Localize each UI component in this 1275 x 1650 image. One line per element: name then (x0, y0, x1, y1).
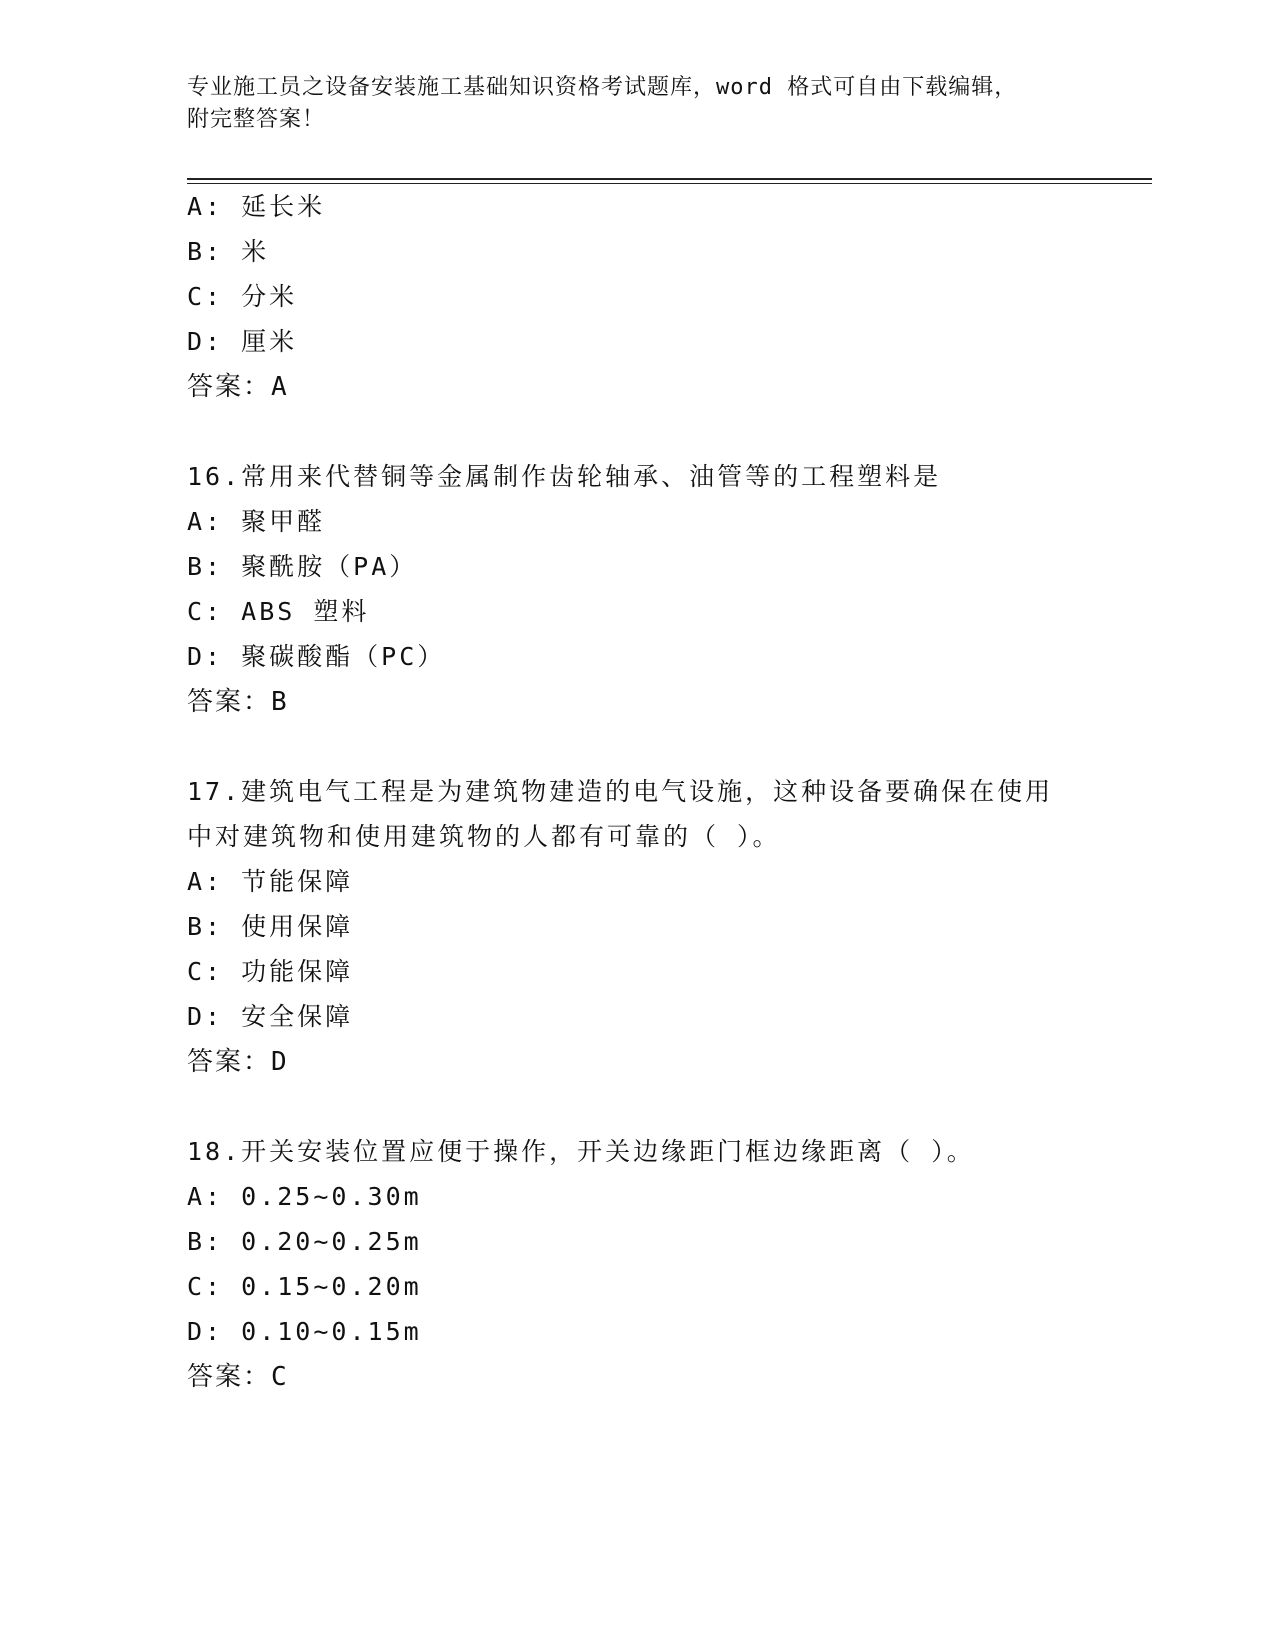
header-line-2: 附完整答案！ (187, 107, 326, 132)
q17-option-c: C: 功能保障 (187, 957, 354, 986)
q17-answer-value: D (271, 1047, 289, 1077)
q18-answer (187, 1360, 289, 1394)
q18-option-c: C: 0.15~0.20m (187, 1272, 422, 1301)
q15-answer-label: 答案： (187, 372, 272, 402)
q18-stem: 18.开关安装位置应便于操作，开关边缘距门框边缘距离（ ）。 (187, 1137, 975, 1166)
q15-option-b: B: 米 (187, 237, 270, 266)
q18-option-a: A: 0.25~0.30m (187, 1182, 422, 1211)
q16-answer-label: 答案： (187, 687, 272, 717)
header-line-1: 专业施工员之设备安装施工基础知识资格考试题库，word 格式可自由下载编辑， (187, 75, 1018, 100)
q16-stem: 16.常用来代替铜等金属制作齿轮轴承、油管等的工程塑料是 (187, 462, 942, 491)
q16-option-a: A: 聚甲醛 (187, 507, 326, 536)
q15-option-a: A: 延长米 (187, 192, 326, 221)
q17-answer (187, 1045, 289, 1079)
q16-answer-value: B (271, 687, 289, 717)
q16-option-b: B: 聚酰胺（PA） (187, 552, 418, 581)
q18-answer-value: C (271, 1362, 289, 1392)
q15-answer-value: A (271, 372, 289, 402)
q16-option-d: D: 聚碳酸酯（PC） (187, 642, 446, 671)
q17-stem-line-1: 17.建筑电气工程是为建筑物建造的电气设施，这种设备要确保在使用 (187, 777, 1054, 806)
q15-option-c: C: 分米 (187, 282, 298, 311)
q18-answer-label: 答案： (187, 1362, 272, 1392)
header-divider-thick (187, 178, 1152, 180)
q17-option-a: A: 节能保障 (187, 867, 354, 896)
q17-stem-line-2: 中对建筑物和使用建筑物的人都有可靠的（ ）。 (187, 822, 781, 851)
q16-option-c: C: ABS 塑料 (187, 597, 370, 626)
q16-answer (187, 685, 289, 719)
q18-option-d: D: 0.10~0.15m (187, 1317, 422, 1346)
document-header (187, 72, 1087, 136)
q15-answer (187, 370, 289, 404)
q18-option-b: B: 0.20~0.25m (187, 1227, 422, 1256)
header-divider-thin (187, 183, 1152, 184)
q17-answer-label: 答案： (187, 1047, 272, 1077)
q17-option-d: D: 安全保障 (187, 1002, 354, 1031)
q15-option-d: D: 厘米 (187, 327, 298, 356)
q17-option-b: B: 使用保障 (187, 912, 354, 941)
